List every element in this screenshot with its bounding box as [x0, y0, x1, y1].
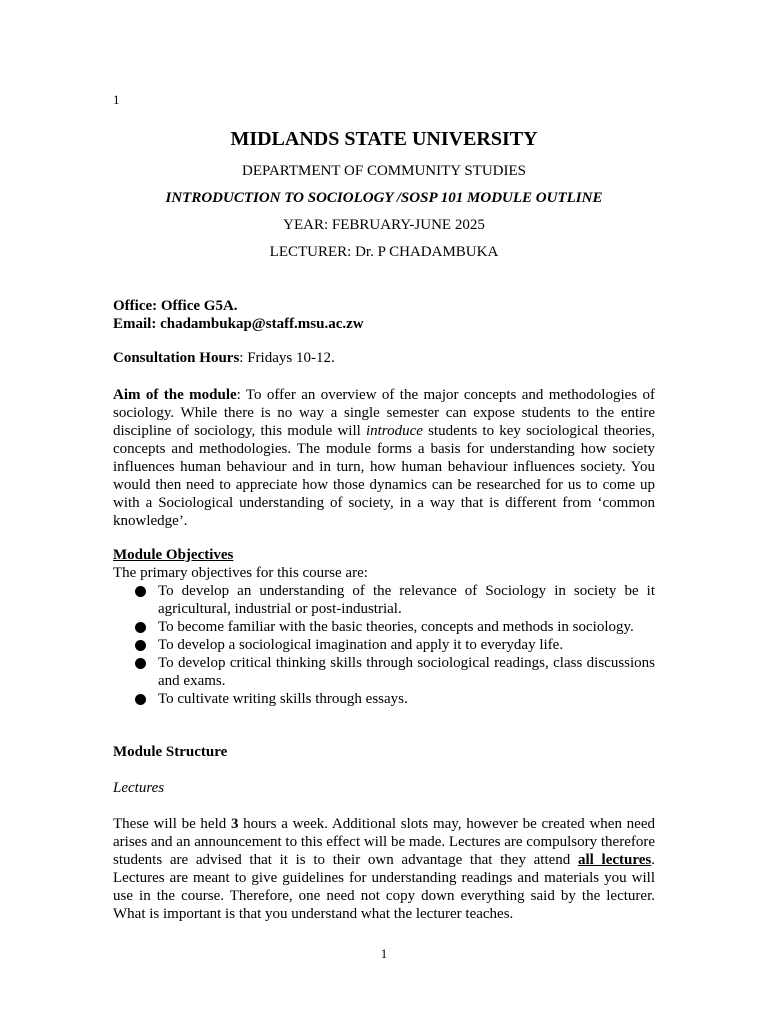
- module-title: INTRODUCTION TO SOCIOLOGY /SOSP 101 MODULE OUTLINE: [165, 190, 603, 206]
- objectives-heading: Module Objectives: [113, 547, 234, 563]
- department-name: DEPARTMENT OF COMMUNITY STUDIES: [242, 163, 526, 179]
- academic-year: YEAR: FEBRUARY-JUNE 2025: [283, 217, 485, 233]
- bullet-icon: [135, 694, 146, 705]
- objective-text: To develop an understanding of the relevance of Sociology in society be it agricultural, industrial or post-industrial.: [158, 583, 655, 617]
- bullet-icon: [135, 640, 146, 651]
- objective-text: To become familiar with the basic theories, concepts and methods in sociology.: [158, 619, 634, 635]
- consultation-hours: [113, 349, 655, 367]
- bullet-icon: [135, 622, 146, 633]
- structure-heading: Module Structure: [113, 744, 228, 760]
- consultation-value: : Fridays 10-12.: [239, 350, 335, 366]
- module-aim: [113, 386, 655, 530]
- lectures-paragraph: [113, 815, 655, 923]
- objective-text: To develop a sociological imagination and apply it to everyday life.: [158, 637, 564, 653]
- module-objectives: [113, 546, 655, 708]
- lectures-text-2: hours a week. Additional slots may, however be created when need arises and an announcement to this effect will be made. Lectures are compulsory therefore students are advised that it is to their own advantage that they attend: [113, 816, 656, 868]
- objective-item: [113, 690, 655, 708]
- objectives-intro: The primary objectives for this course are:: [113, 565, 368, 581]
- aim-emphasis: introduce: [365, 423, 423, 439]
- objective-text: To develop critical thinking skills through sociological readings, class discussions and exams.: [158, 655, 655, 689]
- all-lectures-emphasis: all lectures: [578, 852, 652, 868]
- bullet-icon: [135, 658, 146, 669]
- contact-block: [113, 297, 655, 333]
- university-name: MIDLANDS STATE UNIVERSITY: [230, 128, 538, 150]
- objective-item: [113, 618, 655, 636]
- objective-item: [113, 654, 655, 690]
- objective-item: [113, 582, 655, 618]
- objective-item: [113, 636, 655, 654]
- header-page-number: 1: [113, 92, 120, 107]
- bullet-icon: [135, 586, 146, 597]
- consultation-label: Consultation Hours: [113, 350, 240, 366]
- aim-text-before: : To offer an overview of the major concepts and methodologies of sociology. While there is no way a single semester can expose students to the entire discipline of sociology, this module will: [113, 387, 655, 439]
- lecturer-name: LECTURER: Dr. P CHADAMBUKA: [269, 244, 499, 260]
- footer-page-number: 1: [380, 946, 388, 961]
- objective-text: To cultivate writing skills through essays.: [158, 691, 408, 707]
- office-location: Office: Office G5A.: [113, 298, 238, 314]
- lectures-text-3: . Lectures are meant to give guidelines for understanding readings and materials you will use in the course. Therefore, one need not copy down everything said by the lecturer. What is important is that you understand what the lecturer teaches.: [113, 852, 655, 922]
- objectives-list: [113, 582, 655, 708]
- aim-label: Aim of the module: [113, 387, 237, 403]
- aim-text-after: students to key sociological theories, concepts and methodologies. The module forms a basis for understanding how society influences human behaviour and in turn, how human behaviour influences society. You would then need to appreciate how those dynamics can be researched for us to come up with a Sociological understanding of society, in a way that is different from ‘common knowledge’.: [113, 423, 655, 529]
- lectures-hours: 3: [230, 816, 239, 832]
- email-address: Email: chadambukap@staff.msu.ac.zw: [113, 316, 364, 332]
- lectures-heading: Lectures: [113, 780, 165, 796]
- lectures-text-1: These will be held: [113, 816, 231, 832]
